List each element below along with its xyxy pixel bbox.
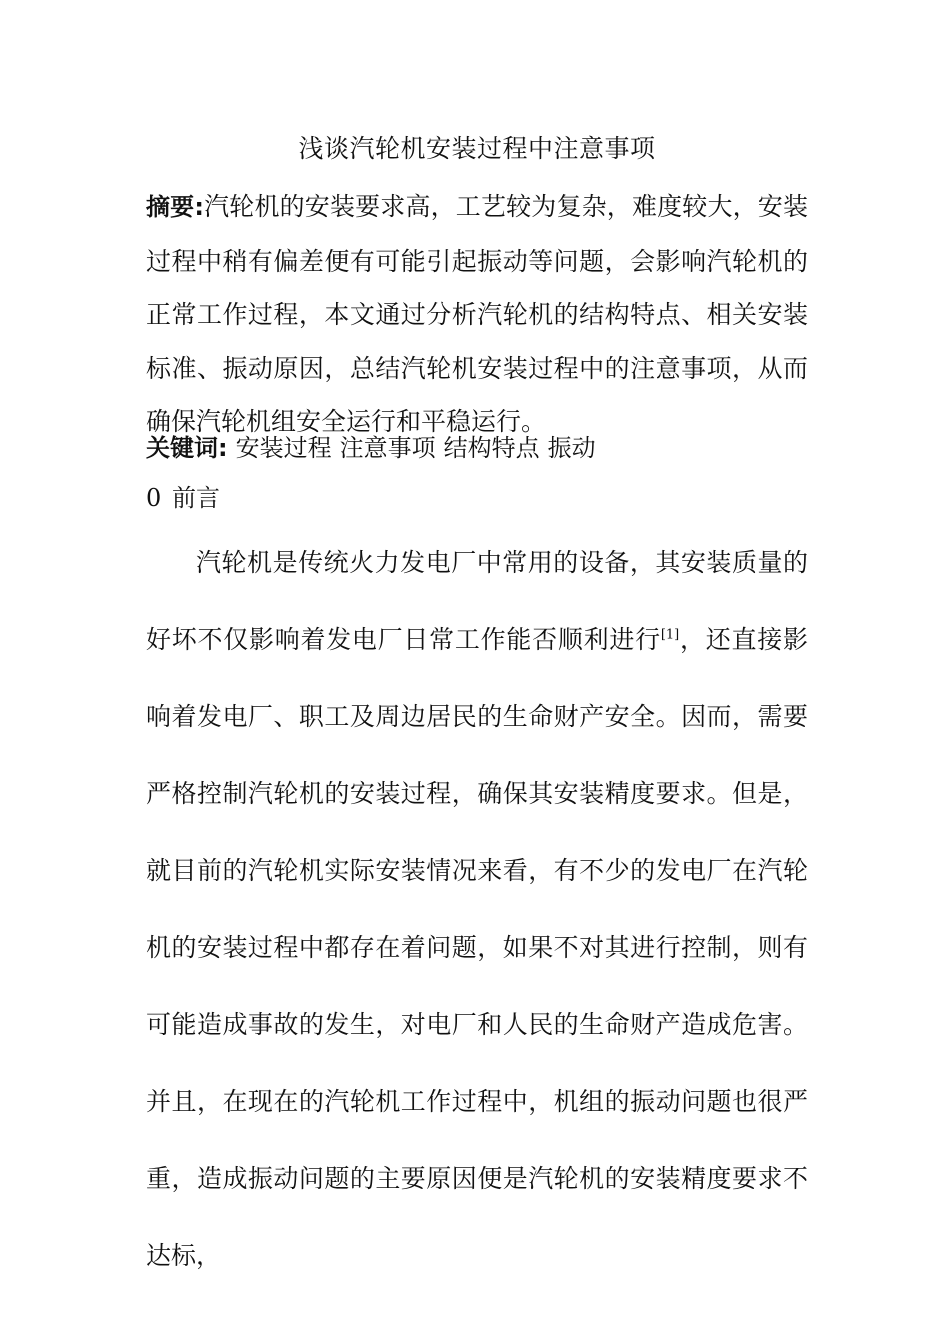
- body-text-part-1: 汽轮机是传统火力发电厂中常用的设备，其安装质量的好坏不仅影响着发电厂日常工作能否顺利进行: [146, 548, 808, 654]
- document-title: 浅谈汽轮机安装过程中注意事项: [298, 134, 656, 163]
- abstract-text: 汽轮机的安装要求高，工艺较为复杂，难度较大，安装过程中稍有偏差便有可能引起振动等问题，会影响汽轮机的正常工作过程，本文通过分析汽轮机的结构特点、相关安装标准、振动原因，总结汽轮机安装过程中的注意事项，从而确保汽轮机组安全运行和平稳运行。: [146, 192, 808, 436]
- section-title: 前言: [172, 484, 220, 512]
- citation-marker: [1]: [660, 627, 680, 643]
- body-paragraph: [146, 524, 808, 1294]
- keywords-line: [146, 428, 808, 468]
- keyword-item: 结构特点: [443, 434, 540, 462]
- keyword-item: 振动: [547, 434, 596, 462]
- abstract-label: 摘要:: [146, 193, 204, 221]
- keyword-item: 注意事项: [339, 434, 436, 462]
- abstract-paragraph: [146, 180, 808, 449]
- keyword-item: 安装过程: [235, 434, 332, 462]
- section-heading: [146, 478, 808, 518]
- body-text-part-2: ，还直接影响着发电厂、职工及周边居民的生命财产安全。因而，需要严格控制汽轮机的安装过程，确保其安装精度要求。但是，就目前的汽轮机实际安装情况来看，有不少的发电厂在汽轮机的安装过程中都存在着问题，如果不对其进行控制，则有可能造成事故的发生，对电厂和人民的生命财产造成危害。并且，在现在的汽轮机工作过程中，机组的振动问题也很严重，造成振动问题的主要原因便是汽轮机的安装精度要求不达标，: [146, 625, 808, 1270]
- keywords-label: 关键词:: [146, 434, 228, 462]
- section-number: 0: [146, 484, 162, 512]
